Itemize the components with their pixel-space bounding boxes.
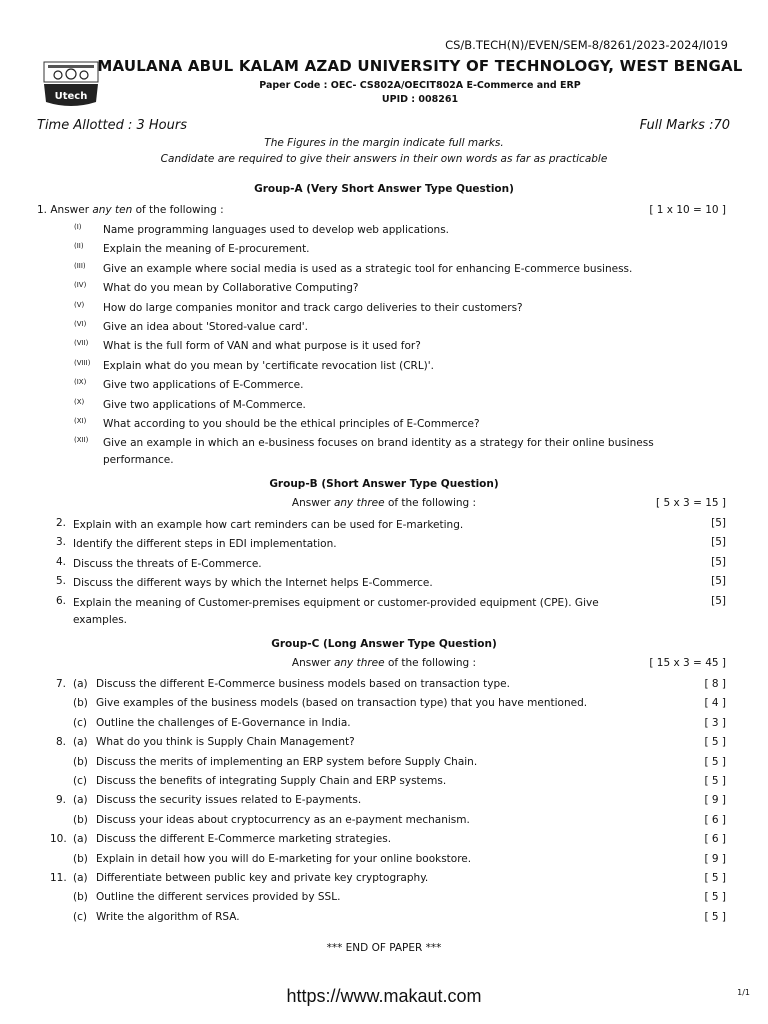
- question-marks: [5]: [711, 517, 726, 529]
- question-text: Explain in detail how you will do E-marketing for your online bookstore.: [96, 852, 472, 865]
- question-marks: [ 4 ]: [704, 697, 726, 710]
- question-marks: [ 5 ]: [704, 755, 726, 768]
- university-name: MAULANA ABUL KALAM AZAD UNIVERSITY OF TECHNOLOGY, WEST BENGAL: [97, 57, 743, 75]
- paper-code: Paper Code : OEC- CS802A/OECIT802A E-Commerce and ERP: [259, 80, 581, 91]
- item-number: (VII): [74, 339, 89, 348]
- question-number: 3.: [55, 536, 66, 549]
- item-number: (VIII): [74, 358, 91, 367]
- question-marks: [ 6 ]: [704, 813, 726, 826]
- question-text: Differentiate between public key and private key cryptography.: [96, 872, 429, 884]
- question-text: What do you mean by Collaborative Computing?: [103, 282, 359, 295]
- item-number: (IX): [74, 378, 87, 387]
- question-text: What is the full form of VAN and what purpose is it used for?: [103, 340, 421, 353]
- sub-question-label: (c): [73, 775, 87, 787]
- question-marks: [ 8 ]: [704, 678, 726, 690]
- item-number: (X): [74, 397, 85, 406]
- question-marks: [ 9 ]: [704, 852, 726, 865]
- item-number: (VI): [74, 320, 87, 328]
- question-text: Give examples of the business models (based on transaction type) that you have mentioned.: [96, 697, 588, 710]
- item-number: (V): [74, 300, 85, 309]
- full-marks: Full Marks :70: [639, 118, 730, 133]
- item-number: (XII): [74, 436, 89, 445]
- sub-question-label: (a): [73, 736, 88, 749]
- group-b-marks: [ 5 x 3 = 15 ]: [656, 497, 726, 509]
- question-text: Identify the different steps in EDI implementation.: [73, 538, 337, 551]
- question-text: Explain the meaning of Customer-premises equipment or customer-provided equipment (CPE). Give: [73, 596, 599, 609]
- time-allotted: Time Allotted : 3 Hours: [37, 118, 187, 133]
- question-marks: [5]: [711, 555, 726, 568]
- sub-question-label: (b): [73, 755, 88, 768]
- group-b-heading: Group-B (Short Answer Type Question): [269, 478, 499, 490]
- question-number: 6.: [55, 594, 66, 607]
- question-text: Discuss the different E-Commerce business models based on transaction type.: [96, 678, 510, 690]
- page-number: 1/1: [737, 988, 750, 997]
- question-text: Name programming languages used to develop web applications.: [103, 224, 450, 236]
- sub-question-label: (a): [73, 678, 88, 690]
- question-number: 4.: [55, 555, 66, 568]
- question-text: Give two applications of M-Commerce.: [103, 398, 306, 411]
- question-text: Write the algorithm of RSA.: [96, 910, 240, 923]
- group-c-instruction: Answer any three of the following :: [291, 657, 477, 669]
- question-marks: [ 3 ]: [704, 716, 726, 729]
- question-1-prompt: 1. Answer any ten of the following :: [37, 204, 224, 216]
- question-text: Explain what do you mean by 'certificate revocation list (CRL)'.: [103, 359, 434, 372]
- question-text: Discuss your ideas about cryptocurrency as an e-payment mechanism.: [96, 813, 470, 826]
- question-text: Outline the challenges of E-Governance in India.: [96, 716, 351, 729]
- group-c-heading: Group-C (Long Answer Type Question): [271, 638, 497, 650]
- question-marks: [5]: [711, 575, 726, 588]
- question-text: Give two applications of E-Commerce.: [103, 379, 304, 392]
- sub-question-label: (b): [73, 852, 88, 865]
- paper-reference-code: CS/B.TECH(N)/EVEN/SEM-8/8261/2023-2024/I019: [445, 38, 728, 52]
- question-text: Discuss the security issues related to E-payments.: [96, 794, 362, 807]
- instruction-note: The Figures in the margin indicate full marks.: [264, 137, 504, 149]
- question-text: Discuss the benefits of integrating Supply Chain and ERP systems.: [96, 775, 447, 787]
- question-text: Outline the different services provided by SSL.: [96, 891, 341, 904]
- question-marks: [5]: [711, 536, 726, 549]
- question-marks: [5]: [711, 594, 726, 607]
- question-number: 9.: [55, 794, 66, 807]
- question-text: Discuss the threats of E-Commerce.: [73, 557, 262, 570]
- question-text: performance.: [103, 454, 174, 467]
- group-a-heading: Group-A (Very Short Answer Type Question): [254, 183, 514, 195]
- group-a-marks: [ 1 x 10 = 10 ]: [649, 204, 726, 216]
- question-text: Discuss the different ways by which the Internet helps E-Commerce.: [73, 577, 433, 590]
- question-text: Give an example in which an e-business focuses on brand identity as a strategy for their online business: [103, 437, 654, 450]
- question-marks: [ 5 ]: [704, 872, 726, 884]
- question-text: Explain the meaning of E-procurement.: [103, 243, 310, 256]
- sub-question-label: (b): [73, 891, 88, 904]
- item-number: (XI): [74, 417, 87, 425]
- sub-question-label: (c): [73, 716, 87, 729]
- question-marks: [ 9 ]: [704, 794, 726, 807]
- question-text: What according to you should be the ethical principles of E-Commerce?: [103, 418, 480, 430]
- question-marks: [ 5 ]: [704, 891, 726, 904]
- question-text: How do large companies monitor and track cargo deliveries to their customers?: [103, 301, 523, 314]
- question-text: examples.: [73, 613, 128, 626]
- instruction-note: Candidate are required to give their answers in their own words as far as practicable: [160, 153, 608, 165]
- question-number: 2.: [55, 517, 66, 529]
- group-b-instruction: Answer any three of the following :: [291, 497, 477, 509]
- end-of-paper: *** END OF PAPER ***: [326, 942, 442, 954]
- sub-question-label: (a): [73, 833, 88, 846]
- question-text: Explain with an example how cart reminders can be used for E-marketing.: [73, 519, 464, 531]
- item-number: (III): [74, 261, 86, 270]
- question-marks: [ 5 ]: [704, 910, 726, 923]
- question-text: Give an example where social media is used as a strategic tool for enhancing E-commerce business.: [103, 262, 633, 275]
- question-number: 11.: [50, 872, 67, 884]
- question-marks: [ 6 ]: [704, 833, 726, 846]
- svg-text:Utech: Utech: [54, 91, 88, 102]
- sub-question-label: (b): [73, 697, 88, 710]
- question-number: 10.: [50, 833, 67, 846]
- sub-question-label: (a): [73, 872, 88, 884]
- question-number: 8.: [55, 736, 66, 749]
- question-text: Give an idea about 'Stored-value card'.: [103, 321, 308, 333]
- group-c-marks: [ 15 x 3 = 45 ]: [649, 657, 726, 669]
- upid: UPID : 008261: [381, 94, 459, 105]
- question-text: Discuss the merits of implementing an ERP system before Supply Chain.: [96, 755, 478, 768]
- question-marks: [ 5 ]: [704, 775, 726, 787]
- item-number: (I): [74, 223, 82, 231]
- sub-question-label: (c): [73, 910, 87, 923]
- question-number: 5.: [55, 575, 66, 588]
- item-number: (IV): [74, 281, 87, 290]
- sub-question-label: (b): [73, 813, 88, 826]
- question-number: 7.: [55, 678, 66, 690]
- question-text: What do you think is Supply Chain Management?: [96, 736, 355, 749]
- item-number: (II): [74, 242, 84, 251]
- question-text: Discuss the different E-Commerce marketing strategies.: [96, 833, 392, 846]
- footer-url[interactable]: https://www.makaut.com: [286, 986, 482, 1006]
- question-marks: [ 5 ]: [704, 736, 726, 749]
- sub-question-label: (a): [73, 794, 88, 807]
